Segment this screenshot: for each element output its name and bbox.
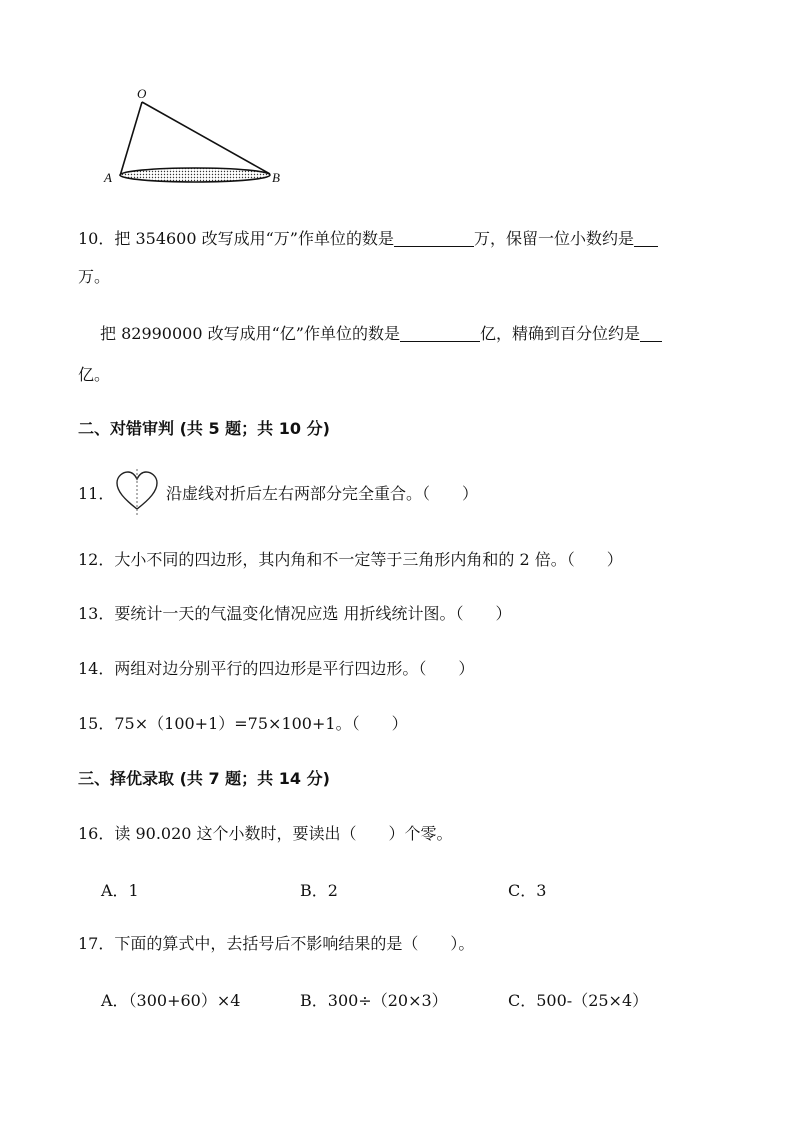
heart-icon — [114, 469, 160, 517]
q16-option-a[interactable]: A．1 — [101, 881, 139, 900]
q10-text-a: 把 354600 改写成用“万”作单位的数是 — [114, 229, 394, 248]
q16-text: 读 90.020 这个小数时，要读出（ ）个零。 — [114, 824, 453, 843]
q10-blank-1[interactable] — [394, 230, 474, 247]
q10-text-b: 万，保留一位小数约是 — [474, 229, 635, 248]
q15-line — [78, 713, 408, 735]
label-o: O — [137, 86, 147, 101]
q16-option-b[interactable]: B．2 — [300, 881, 338, 900]
q11-text: 沿虚线对折后左右两部分完全重合。（ ） — [166, 484, 479, 503]
q12-text: 大小不同的四边形，其内角和不一定等于三角形内角和的 2 倍。（ ） — [114, 550, 623, 569]
q16-line — [78, 823, 453, 845]
q13-line — [78, 603, 511, 625]
q16-number: 16． — [78, 824, 115, 843]
q12-number: 12． — [78, 550, 115, 569]
cone-drawing — [100, 86, 300, 196]
q17-option-c[interactable]: C．500-（25×4） — [508, 991, 649, 1010]
q15-number: 15． — [78, 714, 115, 733]
q14-number: 14． — [78, 659, 115, 678]
q10-number: 10． — [78, 229, 115, 248]
q10-text-d: 亿，精确到百分位约是 — [479, 324, 640, 343]
q15-text: 75×（100+1）=75×100+1。（ ） — [114, 714, 408, 733]
q10-blank-3[interactable] — [400, 325, 480, 342]
q14-text: 两组对边分别平行的四边形是平行四边形。（ ） — [114, 659, 475, 678]
q10-blank-4[interactable] — [640, 325, 662, 342]
q12-line — [78, 549, 623, 571]
q10-text-c: 把 82990000 改写成用“亿”作单位的数是 — [100, 324, 400, 343]
q17-text: 下面的算式中，去括号后不影响结果的是（ ）。 — [114, 934, 475, 953]
q10-line1 — [78, 228, 658, 250]
q10-line2 — [78, 266, 110, 288]
q10-line4 — [78, 364, 110, 386]
q10-blank-2[interactable] — [634, 230, 658, 247]
label-a: A — [104, 170, 112, 185]
q11-line — [78, 483, 114, 505]
q16-option-c[interactable]: C．3 — [508, 881, 547, 900]
q17-option-a[interactable]: A．（300+60）×4 — [101, 991, 241, 1010]
label-b: B — [272, 170, 280, 185]
q13-text: 要统计一天的气温变化情况应选 用折线统计图。（ ） — [114, 604, 512, 623]
q10-line3 — [100, 323, 662, 345]
q13-number: 13． — [78, 604, 115, 623]
q11-number: 11． — [78, 484, 115, 503]
cone-figure — [100, 86, 300, 196]
q17-line — [78, 933, 474, 955]
q17-number: 17． — [78, 934, 115, 953]
q14-line — [78, 658, 474, 680]
q10-line4-text: 亿。 — [78, 365, 111, 384]
q10-line2-text: 万。 — [78, 267, 111, 286]
section3-heading: 三、择优录取 (共 7 题；共 14 分) — [78, 769, 330, 788]
q17-option-b[interactable]: B．300÷（20×3） — [300, 991, 448, 1010]
section2-heading: 二、对错审判 (共 5 题；共 10 分) — [78, 419, 330, 438]
